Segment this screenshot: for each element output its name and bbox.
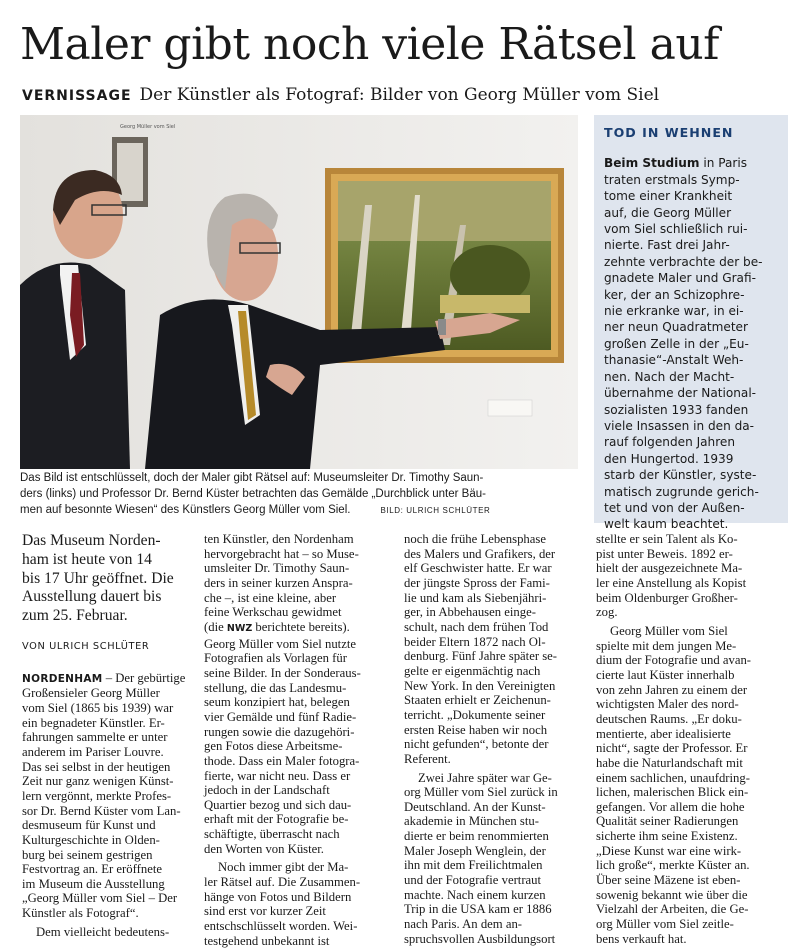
article-line: seine Bilder. In der Sonderaus-	[204, 665, 361, 680]
article-line: lern vergönnt, merkte Profes-	[22, 788, 172, 803]
article-line: org Müller vom Siel zeitle-	[596, 917, 734, 932]
article-line: ein begnadeter Künstler. Er-	[22, 715, 165, 730]
article-line: Kulturgeschichte in Olden-	[22, 832, 160, 847]
article-line: bens verkauft hat.	[596, 931, 687, 946]
article-line: den Worten von Küster.	[204, 841, 324, 856]
article-line: spruchsvollen Ausbildungsort	[404, 931, 556, 946]
article-line: von zehn Jahren zu einem der	[596, 682, 748, 697]
article-column-3	[404, 532, 582, 946]
article-line: gefangen. Vor allem die hohe	[596, 799, 745, 814]
article-line: und der Fotografie vertraut	[404, 873, 542, 888]
article-line: Staaten erhielt er Zeichenun-	[404, 693, 551, 708]
intro-line: bis 17 Uhr geöffnet. Die	[22, 569, 174, 587]
article-line: nicht gefunden“, betonte der	[404, 737, 549, 752]
article-line: der jüngste Spross der Fami-	[404, 575, 550, 590]
article-line: testgehend unbekannt ist	[204, 933, 330, 948]
sidebar-line: sozialisten 1933 fanden	[604, 402, 749, 417]
article-line: ten Künstler, den Nordenham	[204, 532, 354, 546]
kicker: VERNISSAGE	[22, 88, 132, 104]
sidebar-title: TOD IN WEHNEN	[604, 125, 734, 140]
article-line: nach Paris. An dem an-	[404, 917, 523, 932]
article-line: lie und kam als Siebenjähri-	[404, 590, 547, 605]
article-line: „Diese Kunst war eine wirk-	[596, 843, 742, 858]
sidebar-line: matisch zugrunde gerich-	[604, 484, 759, 499]
article-line: Großensieler Georg Müller	[22, 686, 160, 701]
article-line: Deutschland. An der Kunst-	[404, 799, 546, 814]
article-line: che –, ist eine kleine, aber	[204, 590, 337, 605]
sidebar-line: auf, die Georg Müller	[604, 205, 732, 220]
article-line: schäftigte, überrascht nach	[204, 827, 340, 842]
sidebar-first-rest: in Paris	[699, 156, 748, 171]
article-line: lich große“, merkte Küster an.	[596, 858, 750, 873]
article-line: – Der gebürtige	[102, 670, 186, 685]
article-line: akademie in München stu-	[404, 814, 539, 829]
article-line: gelte er eigenmächtig nach	[404, 663, 541, 678]
article-line: stellte er sein Talent als Ko-	[596, 532, 738, 546]
article-line: sor Dr. Bernd Küster vom Lan-	[22, 803, 181, 818]
sidebar-line: tome einer Krankheit	[604, 189, 733, 204]
article-line: beider Eltern 1872 nach Ol-	[404, 634, 546, 649]
intro-line: Das Museum Norden-	[22, 532, 161, 549]
article-line: gen Fotos diese Arbeitsme-	[204, 739, 343, 754]
sidebar-line: traten erstmals Symp-	[604, 172, 740, 187]
caption-line: men auf besonnte Wiesen“ des Künstlers Georg Müller vom Siel.	[20, 504, 351, 516]
article-line: fierte, war nicht neu. Dass er	[204, 768, 351, 783]
caption-line: Das Bild ist entschlüsselt, doch der Maler gibt Rätsel auf: Museumsleiter Dr. Timothy Saun-	[20, 472, 484, 484]
article-line: Vielzahl der Arbeiten, die Ge-	[596, 902, 749, 917]
article-line: Künstler als Fotograf“.	[22, 906, 139, 921]
article-line: jedoch in der Landschaft	[204, 783, 330, 798]
article-line: ersten Reise haben wir noch	[404, 722, 548, 737]
article-line: dium der Fotografie und avan-	[596, 653, 752, 668]
article-line: sowenig bekannt wie über die	[596, 887, 748, 902]
article-line: org Müller vom Siel zurück in	[404, 785, 558, 800]
sidebar-line: großen Zelle in der „Eu-	[604, 336, 749, 351]
sidebar-box	[594, 115, 788, 532]
article-column-1	[22, 532, 197, 939]
wall-label: Georg Müller vom Siel	[120, 124, 176, 130]
subheadline	[22, 82, 782, 108]
article-line: ihn mit dem Freilichtmalen	[404, 858, 543, 873]
article-line: schult, nach dem frühen Tod	[404, 619, 549, 634]
sidebar-line: viele Insassen in den da-	[604, 418, 755, 433]
sidebar-line: zehnte verbrachte der be-	[604, 254, 763, 269]
sidebar-lead: Beim Studium	[604, 156, 700, 171]
sidebar-line: tet und von der Außen-	[604, 500, 745, 515]
article-line: New York. In den Vereinigten	[404, 678, 556, 693]
article-line: burg bei seinem gestrigen	[22, 847, 153, 862]
headline: Maler gibt noch viele Rätsel auf	[20, 19, 719, 70]
article-line: umsleiter Dr. Timothy Saun-	[204, 561, 350, 576]
article-line: Trip in die USA kam er 1886	[404, 902, 552, 917]
article-line: Georg Müller vom Siel	[610, 623, 728, 638]
intro-line: zum 25. Februar.	[22, 607, 128, 625]
article-line: (die	[204, 619, 227, 634]
article-line: ler Rätsel auf. Die Zusammen-	[204, 875, 361, 890]
sidebar-line: vom Siel schließlich rui-	[604, 222, 748, 237]
article-line: Zwei Jahre später war Ge-	[418, 770, 552, 785]
article-line: sind erst vor kurzer Zeit	[204, 904, 326, 919]
article-line-nwz	[204, 620, 387, 637]
sidebar-line: nie erkranke war, in ei-	[604, 304, 744, 319]
article-line: vom Siel (1865 bis 1939) war	[22, 700, 174, 715]
article-line: hänge von Fotos und Bildern	[204, 889, 352, 904]
article-line: hervorgebracht hat – so Muse-	[204, 546, 359, 561]
subtitle: Der Künstler als Fotograf: Bilder von Georg Müller vom Siel	[139, 85, 660, 105]
article-line: Georg Müller vom Siel nutzte	[204, 636, 356, 651]
intro-line: Ausstellung dauert bis	[22, 588, 162, 606]
sidebar-line: starb der Künstler, syste-	[604, 468, 757, 483]
article-line: deutschen Raums. „Er doku-	[596, 711, 742, 726]
photo-illustration	[20, 115, 578, 469]
intro-box	[22, 532, 197, 626]
article-line: spielte mit dem jungen Me-	[596, 638, 737, 653]
article-line: beim Oldenburger Großher-	[596, 590, 738, 605]
article-line: Dem vielleicht bedeutens-	[36, 924, 170, 939]
article-line: erhaft mit der Fotografie be-	[204, 812, 349, 827]
article-line: fahrungen sammelte er unter	[22, 730, 168, 745]
article-line: Zeit nur ganz wenigen Künst-	[22, 774, 174, 789]
article-line: entschschlüsselt worden. Wei-	[204, 919, 358, 934]
sidebar-line: den Hungertod. 1939	[604, 451, 734, 466]
article-line: des Malers und Grafikers, der	[404, 546, 556, 561]
sidebar-line: übernahme der National-	[604, 386, 757, 401]
sidebar-first-line	[604, 155, 778, 171]
article-line: cierte laut Küster innerhalb	[596, 667, 735, 682]
sidebar-line: ner neun Quadratmeter	[604, 320, 748, 335]
article-line: denburg. Fünf Jahre später se-	[404, 649, 558, 664]
article-line: Maler Joseph Wenglein, der	[404, 843, 546, 858]
article-line: hielt der ausgezeichnete Ma-	[596, 561, 743, 576]
article-line: rungen sowie die dazugehöri-	[204, 724, 355, 739]
article-line: anderem im Pariser Louvre.	[22, 744, 164, 759]
sidebar-line: ker, der an Schizophre-	[604, 287, 745, 302]
article-line: ler eine Anstellung als Kopist	[596, 575, 747, 590]
article-line: thode. Dass ein Maler fotogra-	[204, 753, 360, 768]
article-line: desmuseum für Kunst und	[22, 818, 156, 833]
article-line: Referent.	[404, 751, 451, 766]
article-line: elf Geschwister hatte. Er war	[404, 561, 552, 576]
article-line: noch die frühe Lebensphase	[404, 532, 546, 546]
article-line: ger, in Abbehausen einge-	[404, 605, 536, 620]
article-line: Das sei selbst in der heutigen	[22, 759, 171, 774]
article-line: Festvortrag an. Er eröffnete	[22, 862, 162, 877]
nwz-abbrev: NWZ	[226, 622, 253, 634]
article-line: einem sachlichen, unaufdring-	[596, 770, 750, 785]
sidebar-line: thanasie“-Anstalt Weh-	[604, 353, 744, 368]
article-line: mentierte, aber idealisierte	[596, 726, 731, 741]
author-byline: VON ULRICH SCHLÜTER	[22, 640, 150, 652]
article-line: sicherte ihm seine Existenz.	[596, 829, 738, 844]
sidebar-line: rauf folgenden Jahren	[604, 435, 736, 450]
article-line: berichtete bereits).	[252, 619, 350, 634]
article-line: vier Gemälde und fünf Radie-	[204, 709, 357, 724]
article-line: machte. Nach einem kurzen	[404, 887, 546, 902]
article-column-4	[596, 532, 776, 946]
caption-line-last	[20, 502, 580, 519]
caption-line: ders (links) und Professor Dr. Bernd Küster betrachten das Gemälde „Durchblick unter Bäu-	[20, 488, 486, 500]
article-line: nicht“, sagte der Professor. Er	[596, 741, 748, 756]
article-photo	[20, 115, 578, 469]
article-line: habe die Naturlandschaft mit	[596, 755, 743, 770]
sidebar-line: nen. Nach der Macht-	[604, 369, 735, 384]
article-line: terricht. „Dokumente seiner	[404, 707, 546, 722]
dateline: NORDENHAM	[22, 672, 103, 685]
article-line: Quartier bezog und sich dau-	[204, 797, 352, 812]
photo-caption	[20, 470, 580, 520]
sidebar-line: gnadete Maler und Grafi-	[604, 271, 756, 286]
article-line: Qualität seiner Radierungen	[596, 814, 739, 829]
article-line: Noch immer gibt der Ma-	[218, 860, 349, 875]
sidebar-line: nierte. Fast drei Jahr-	[604, 238, 730, 253]
article-line: Über seine Mäzene ist eben-	[596, 873, 741, 888]
article-column-2	[204, 532, 387, 948]
article-line: Fotografien als Vorlagen für	[204, 651, 347, 666]
sidebar-line: welt kaum beachtet.	[604, 517, 729, 532]
article-line: zog.	[596, 605, 618, 620]
article-line: stellung, die das Landesmu-	[204, 680, 347, 695]
article-line: feine Werkschau gewidmet	[204, 605, 342, 620]
article-line: seum konzipiert hat, belegen	[204, 695, 350, 710]
article-first-line	[22, 671, 197, 687]
article-line: ders in seiner kurzen Anspra-	[204, 575, 353, 590]
photo-credit: BILD: ULRICH SCHLÜTER	[380, 506, 491, 515]
article-line: lichen, malerischen Blick ein-	[596, 785, 749, 800]
article-line: „Georg Müller vom Siel – Der	[22, 891, 178, 906]
article-line: im Museum die Ausstellung	[22, 876, 165, 891]
article-line: dierte er beim renommierten	[404, 829, 549, 844]
article-line: pist unter Beweis. 1892 er-	[596, 546, 733, 561]
intro-line: ham ist heute von 14	[22, 550, 152, 568]
article-line: wichtigsten Maler des nord-	[596, 697, 739, 712]
